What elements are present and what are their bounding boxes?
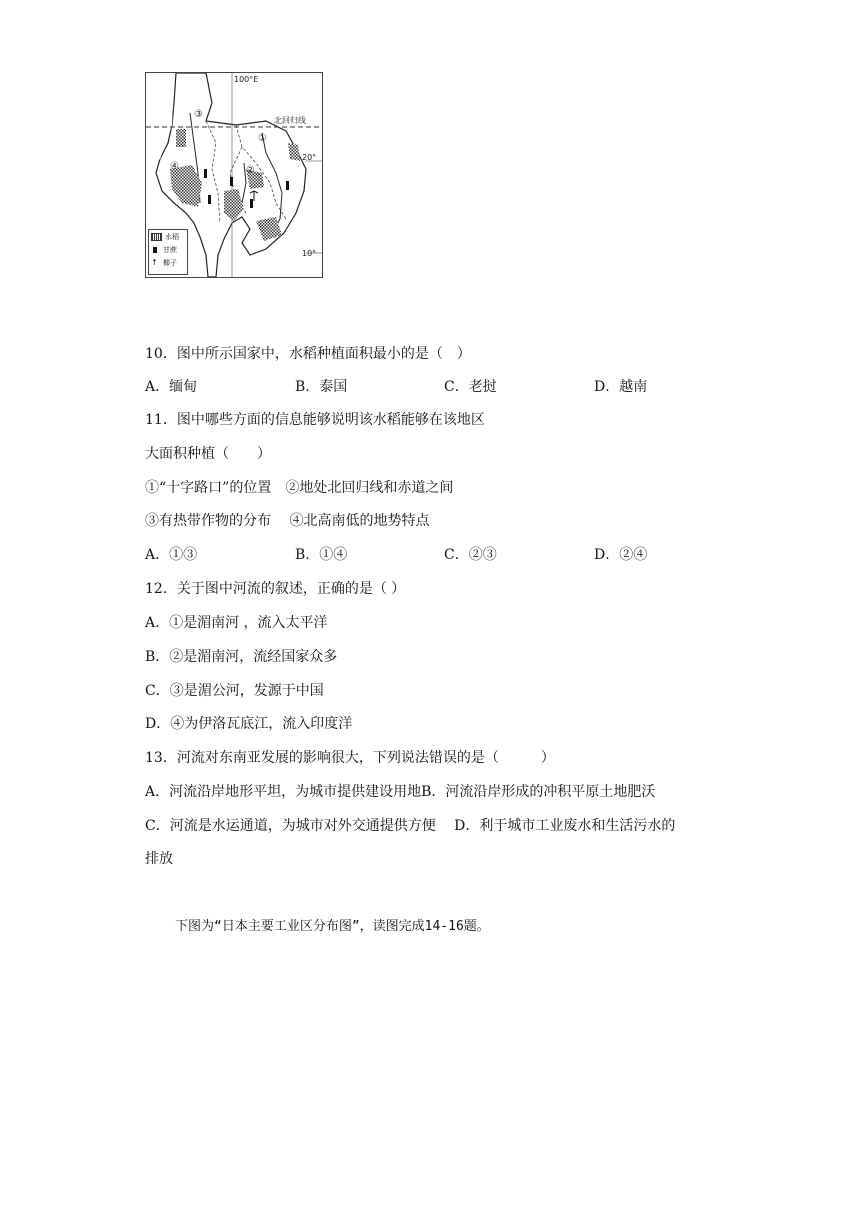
q12-option-a[interactable]: A．①是湄南河 ，流入太平洋	[145, 615, 328, 631]
q12-stem: 12．关于图中河流的叙述，正确的是（ ）	[145, 581, 406, 597]
q10-option-b[interactable]: B．泰国	[295, 379, 348, 395]
q10-option-a[interactable]: A．缅甸	[145, 379, 198, 395]
q11-option-d[interactable]: D．②④	[594, 547, 648, 563]
q11-stem-line1: 11．图中哪些方面的信息能够说明该水稻能够在该地区	[145, 412, 485, 428]
q11-option-b[interactable]: B．①④	[295, 547, 348, 563]
section-intro: 下图为“日本主要工业区分布图”，读图完成14-16题。	[175, 919, 490, 934]
marker-4: ④	[170, 161, 179, 172]
legend-rice: 水稻	[165, 232, 179, 241]
lat10-label: 10°	[302, 249, 317, 258]
q13-stem: 13．河流对东南亚发展的影响很大，下列说法错误的是（ ）	[145, 750, 555, 766]
q11-statements-1: ①“十字路口”的位置 ②地处北回归线和赤道之间	[145, 480, 454, 496]
q11-option-a[interactable]: A．①③	[145, 547, 198, 563]
q11-statements-2: ③有热带作物的分布 ④北高南低的地势特点	[145, 513, 430, 529]
tropic-label: 北回归线	[274, 116, 306, 125]
q13-option-d-cont: 排放	[145, 851, 173, 867]
lat20-label: 20°	[302, 153, 317, 162]
q12-option-b[interactable]: B．②是湄南河，流经国家众多	[145, 649, 338, 665]
marker-3: ③	[194, 109, 203, 120]
q10-stem: 10．图中所示国家中，水稻种植面积最小的是（ ）	[145, 346, 471, 362]
rice-area	[176, 129, 186, 147]
q10-option-c[interactable]: C．老挝	[444, 379, 497, 395]
longitude-label: 100°E	[234, 75, 259, 84]
southeast-asia-map	[145, 72, 323, 278]
q11-option-c[interactable]: C．②③	[444, 547, 497, 563]
q11-stem-line2: 大面积种植（ ）	[145, 446, 271, 462]
q13-options-cd[interactable]: C．河流是水运通道，为城市对外交通提供方便 D．利于城市工业废水和生活污水的	[145, 818, 676, 834]
q12-option-d[interactable]: D．④为伊洛瓦底江，流入印度洋	[145, 716, 353, 732]
legend-sugarcane: 甘蔗	[163, 245, 177, 254]
q12-option-c[interactable]: C．③是湄公河，发源于中国	[145, 683, 324, 699]
marker-1: ①	[258, 133, 267, 144]
marker-2: ②	[246, 165, 255, 176]
q13-options-ab[interactable]: A．河流沿岸地形平坦，为城市提供建设用地B．河流沿岸形成的冲积平原土地肥沃	[145, 784, 656, 800]
q10-option-d[interactable]: D．越南	[594, 379, 648, 395]
map-legend: 水稻 甘蔗 ↑ 椰子	[148, 229, 188, 275]
legend-coconut: 椰子	[163, 258, 177, 267]
